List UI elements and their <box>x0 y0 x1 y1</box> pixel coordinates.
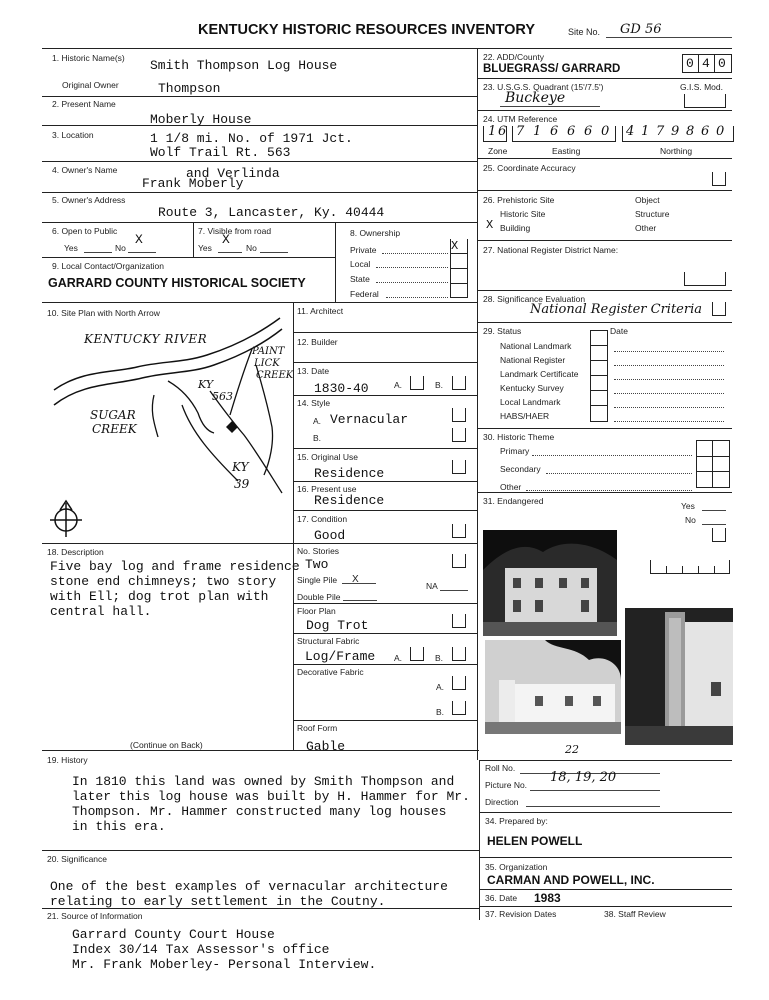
endangered-yes: Yes <box>681 501 695 511</box>
significance-line1: One of the best examples of vernacular architecture <box>50 879 448 894</box>
style-label: 14. Style <box>297 398 331 408</box>
endangered-label: 31. Endangered <box>483 496 544 506</box>
structure-label: Structure <box>635 209 670 219</box>
map-label-creek: CREEK <box>256 370 294 381</box>
utm-northing-5: 8 <box>686 124 695 139</box>
status-kentucky-survey: Kentucky Survey <box>500 383 564 393</box>
source-label: 21. Source of Information <box>47 911 143 921</box>
map-label-sugar: SUGAR <box>90 408 136 422</box>
local-contact-value: GARRARD COUNTY HISTORICAL SOCIETY <box>48 276 306 290</box>
present-name-value: Moberly House <box>150 112 252 127</box>
theme-other-label: Other <box>500 482 522 492</box>
theme-secondary-label: Secondary <box>500 464 541 474</box>
ownership-local: Local <box>350 259 371 269</box>
condition-value: Good <box>314 528 346 543</box>
form-title: KENTUCKY HISTORIC RESOURCES INVENTORY <box>198 22 536 38</box>
condition-label: 17. Condition <box>297 514 348 524</box>
source-line1: Garrard County Court House <box>72 927 275 942</box>
style-value: Vernacular <box>330 412 409 427</box>
utm-northing-3: 7 <box>656 124 665 139</box>
building-label: Building <box>500 223 531 233</box>
coordinate-accuracy-label: 25. Coordinate Accuracy <box>483 163 576 173</box>
date-label: 13. Date <box>297 366 330 376</box>
status-national-register: National Register <box>500 355 566 365</box>
site-no-label: Site No. <box>568 27 601 37</box>
gis-label: G.I.S. Mod. <box>680 82 723 92</box>
status-date-label: Date <box>610 326 628 336</box>
original-owner-value: Thompson <box>158 81 221 96</box>
add-county-value: BLUEGRASS/ GARRARD <box>483 63 621 75</box>
ownership-federal: Federal <box>350 289 379 299</box>
map-label-ky39: KY <box>232 460 249 474</box>
roof-form-value: Gable <box>306 739 346 754</box>
ownership-private: Private <box>350 245 377 255</box>
nr-district-label: 27. National Register District Name: <box>483 245 619 255</box>
organization-value: CARMAN AND POWELL, INC. <box>487 873 655 887</box>
picture-no-value: 18, 19, 20 <box>550 770 617 785</box>
utm-northing-2: 1 <box>641 124 650 139</box>
ownership-label: 8. Ownership <box>350 228 401 238</box>
na-label: NA <box>426 581 438 591</box>
owners-name-label: 4. Owner's Name <box>52 165 118 175</box>
floor-plan-label: Floor Plan <box>297 606 336 616</box>
utm-zone-1: 1 <box>488 124 499 139</box>
history-line2: later this log house was built by H. Hammer for Mr. <box>72 789 470 804</box>
source-line2: Index 30/14 Tax Assessor's office <box>72 942 330 957</box>
map-label-paint: PAINT <box>252 346 285 357</box>
utm-easting-4: 6 <box>567 124 576 139</box>
decorative-b: B. <box>436 707 445 717</box>
single-pile-label: Single Pile <box>297 575 338 585</box>
significance-eval-value: National Register Criteria <box>530 302 703 317</box>
utm-label: 24. UTM Reference <box>483 114 558 124</box>
description-line4: central hall. <box>50 604 152 619</box>
owners-name-line2: Frank Moberly <box>142 176 244 191</box>
history-line4: in this era. <box>72 819 166 834</box>
prepared-by-value: HELEN POWELL <box>487 834 583 848</box>
other-label: Other <box>635 223 657 233</box>
visible-no-label: No <box>246 243 257 253</box>
location-line1: 1 1/8 mi. No. of 1971 Jct. <box>150 131 353 146</box>
significance-line2: relating to early settlement in the Coutny. <box>50 894 386 909</box>
county-code-2: 4 <box>702 56 710 71</box>
utm-northing-1: 4 <box>626 124 635 139</box>
description-line3: with Ell; dog trot plan with <box>50 589 269 604</box>
theme-primary-label: Primary <box>500 446 530 456</box>
significance-label: 20. Significance <box>47 854 108 864</box>
utm-easting-1: 7 <box>516 124 525 139</box>
utm-easting-2: 1 <box>533 124 542 139</box>
utm-zone-2: 6 <box>498 124 507 139</box>
description-line2: stone end chimneys; two story <box>50 574 277 589</box>
historic-name-value: Smith Thompson Log House <box>150 58 338 73</box>
description-line1: Five bay log and frame residence <box>50 559 300 574</box>
site-plan-label: 10. Site Plan with North Arrow <box>47 308 160 318</box>
historic-theme-label: 30. Historic Theme <box>483 432 555 442</box>
status-label: 29. Status <box>483 326 522 336</box>
decorative-a: A. <box>436 682 445 692</box>
structural-b: B. <box>435 653 444 663</box>
status-local-landmark: Local Landmark <box>500 397 561 407</box>
significance-eval-label: 28. Significance Evaluation <box>483 294 586 304</box>
owners-address-label: 5. Owner's Address <box>52 195 126 205</box>
ownership-state: State <box>350 274 370 284</box>
local-contact-label: 9. Local Contact/Organization <box>52 261 164 271</box>
utm-northing-4: 9 <box>671 124 680 139</box>
visible-label: 7. Visible from road <box>198 226 272 236</box>
roll-no-label: Roll No. <box>485 763 516 773</box>
direction-label: Direction <box>485 797 519 807</box>
staff-review-label: 38. Staff Review <box>604 909 666 919</box>
status-national-landmark: National Landmark <box>500 341 572 351</box>
no-stories-value: Two <box>305 557 329 572</box>
map-label-sugar-creek: CREEK <box>92 422 137 436</box>
style-b: B. <box>313 433 322 443</box>
description-label: 18. Description <box>47 547 104 557</box>
original-use-label: 15. Original Use <box>297 452 358 462</box>
roof-form-label: Roof Form <box>297 723 338 733</box>
utm-easting-6: 0 <box>601 124 610 139</box>
open-no-label: No <box>115 243 126 253</box>
history-line1: In 1810 this land was owned by Smith Thompson and <box>72 774 455 789</box>
usgs-value: Buckeye <box>505 90 566 106</box>
location-line2: Wolf Trail Rt. 563 <box>150 145 291 160</box>
visible-yes-mark: X <box>222 232 230 247</box>
historic-site-label: Historic Site <box>500 209 546 219</box>
county-code-3: 0 <box>718 56 726 71</box>
open-to-public-label: 6. Open to Public <box>52 226 118 236</box>
utm-easting-5: 6 <box>584 124 593 139</box>
history-label: 19. History <box>47 755 88 765</box>
open-yes-label: Yes <box>64 243 78 253</box>
owners-name-line1: and Verlinda <box>186 166 280 181</box>
visible-yes-label: Yes <box>198 243 212 253</box>
date-b: B. <box>435 380 444 390</box>
history-line3: Thompson. Mr. Hammer constructed many log houses <box>72 804 447 819</box>
decorative-fabric-label: Decorative Fabric <box>297 667 364 677</box>
date-a: A. <box>394 380 403 390</box>
site-no-value: GD 56 <box>620 22 662 37</box>
photo-house-front <box>483 530 617 636</box>
revision-dates-label: 37. Revision Dates <box>485 909 557 919</box>
ownership-private-mark: X <box>451 239 459 253</box>
photo-house-side <box>485 640 621 734</box>
present-use-value: Residence <box>314 493 385 508</box>
map-label-39: 39 <box>234 477 250 491</box>
no-stories-label: No. Stories <box>297 546 340 556</box>
prepared-by-label: 34. Prepared by: <box>485 816 548 826</box>
original-use-value: Residence <box>314 466 385 481</box>
present-use-label: 16. Present use <box>297 484 357 494</box>
historic-name-label: 1. Historic Name(s) <box>52 53 125 63</box>
form-date-value: 1983 <box>534 891 561 905</box>
photo-chimney <box>625 608 733 745</box>
location-label: 3. Location <box>52 130 94 140</box>
map-label-ky: KY <box>198 378 214 391</box>
floor-plan-value: Dog Trot <box>306 618 369 633</box>
utm-easting-3: 6 <box>550 124 559 139</box>
single-pile-mark: X <box>352 574 359 585</box>
object-label: Object <box>635 195 660 205</box>
utm-northing-label: Northing <box>660 146 693 156</box>
status-landmark-certificate: Landmark Certificate <box>500 369 579 379</box>
utm-zone-label: Zone <box>488 146 508 156</box>
utm-easting-label: Easting <box>552 146 581 156</box>
map-label-lick: LICK <box>254 358 280 369</box>
usgs-label: 23. U.S.G.S. Quadrant (15'/7.5') <box>483 82 604 92</box>
source-line3: Mr. Frank Moberley- Personal Interview. <box>72 957 377 972</box>
owners-address-value: Route 3, Lancaster, Ky. 40444 <box>158 205 385 220</box>
endangered-no: No <box>685 515 696 525</box>
continue-on-back: (Continue on Back) <box>130 740 203 750</box>
open-no-mark: X <box>135 232 143 247</box>
add-county-label: 22. ADD/County <box>483 52 544 62</box>
organization-label: 35. Organization <box>485 862 548 872</box>
status-habs-haer: HABS/HAER <box>500 411 550 421</box>
utm-northing-6: 6 <box>701 124 710 139</box>
building-mark: X <box>486 218 494 232</box>
utm-northing-7: 0 <box>716 124 725 139</box>
double-pile-label: Double Pile <box>297 592 341 602</box>
structural-fabric-label: Structural Fabric <box>297 636 360 646</box>
date-value: 1830-40 <box>314 381 369 396</box>
present-name-label: 2. Present Name <box>52 99 116 109</box>
style-a: A. <box>313 416 322 426</box>
roll-no-value: 22 <box>565 743 579 756</box>
prehistoric-label: 26. Prehistoric Site <box>483 195 555 205</box>
original-owner-label: Original Owner <box>62 80 119 90</box>
map-label-river: KENTUCKY RIVER <box>84 332 208 346</box>
picture-no-label: Picture No. <box>485 780 528 790</box>
builder-label: 12. Builder <box>297 337 338 347</box>
form-date-label: 36. Date <box>485 893 518 903</box>
architect-label: 11. Architect <box>297 306 344 316</box>
structural-a: A. <box>394 653 403 663</box>
map-label-563: 563 <box>212 390 233 403</box>
structural-fabric-value: Log/Frame <box>305 649 376 664</box>
county-code-1: 0 <box>686 56 694 71</box>
